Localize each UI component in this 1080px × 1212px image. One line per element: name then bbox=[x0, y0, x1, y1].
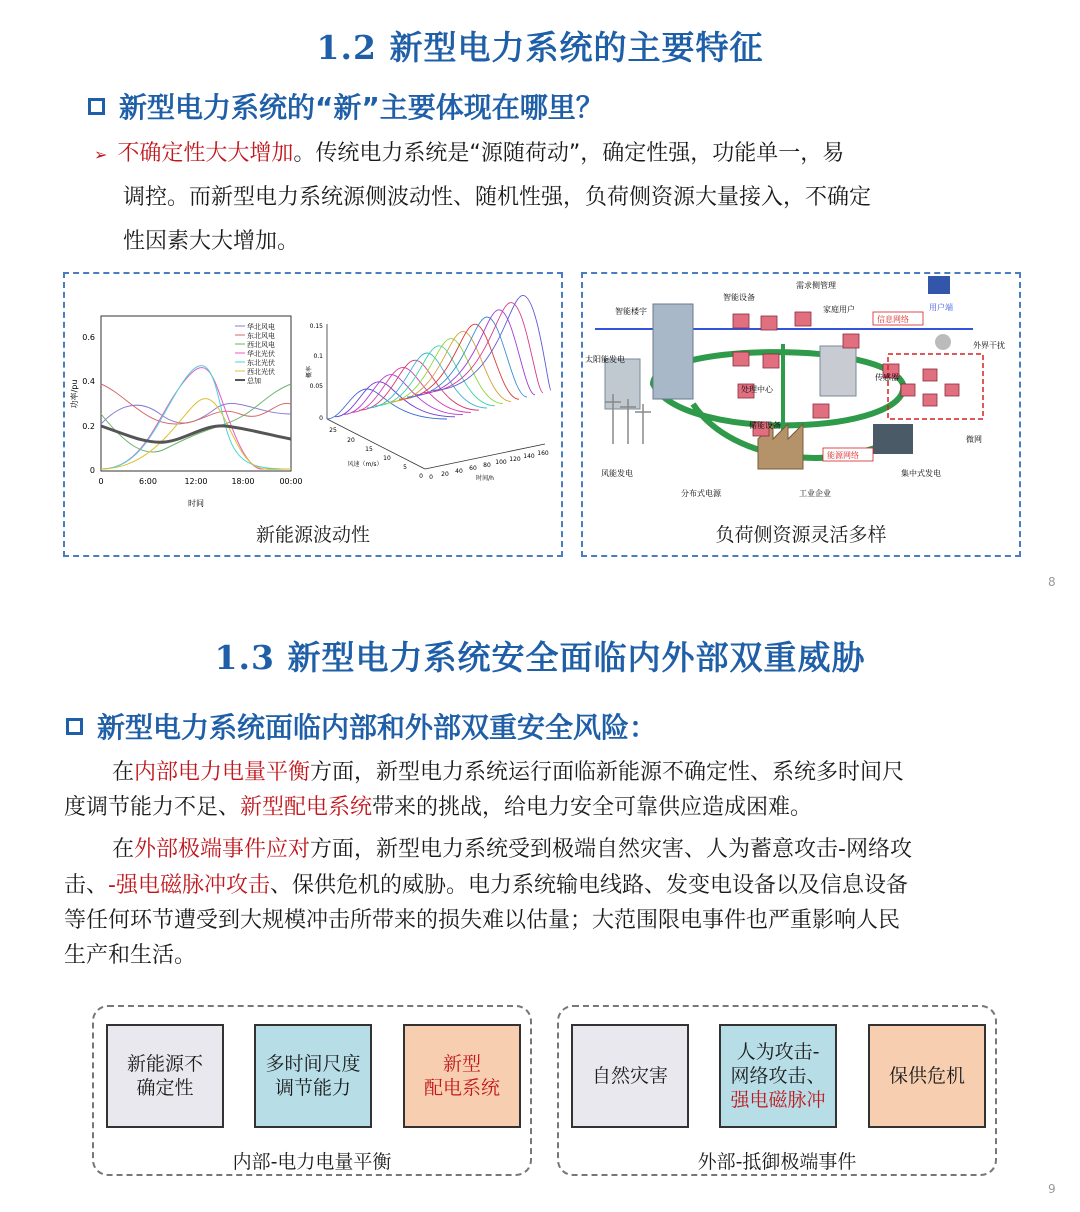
svg-text:0: 0 bbox=[419, 473, 423, 480]
probability-3d-chart bbox=[305, 295, 551, 482]
legend bbox=[235, 322, 275, 385]
slide1-title: 1.2 新型电力系统的主要特征 bbox=[316, 28, 764, 67]
svg-text:华北风电: 华北风电 bbox=[247, 323, 275, 331]
page-number: 9 bbox=[1048, 1182, 1056, 1196]
figure-caption-left: 新能源波动性 bbox=[255, 524, 370, 546]
slide2-title: 1.3 新型电力系统安全面临内外部双重威胁 bbox=[214, 638, 866, 677]
svg-text:微网: 微网 bbox=[966, 435, 982, 444]
x-tick: 12:00 bbox=[184, 477, 208, 486]
internal-risk-group bbox=[92, 1005, 532, 1176]
square-bullet-icon bbox=[88, 98, 105, 115]
slide2-p2-line4: 生产和生活。 bbox=[64, 943, 197, 968]
z-tick: 0 bbox=[319, 415, 323, 422]
slide1-para-line2: 调控。而新型电力系统源侧波动性、随机性强，负荷侧资源大量接入，不确定 bbox=[123, 185, 872, 210]
figure-new-energy-volatility bbox=[63, 272, 563, 557]
arrow-bullet-icon: ➢ bbox=[94, 145, 108, 164]
series-line bbox=[101, 384, 291, 424]
x-axis-label: 时间 bbox=[188, 499, 204, 508]
figure-caption-right: 负荷侧资源灵活多样 bbox=[715, 524, 887, 546]
slide1-para-line3: 性因素大大增加。 bbox=[123, 229, 300, 254]
z-tick: 0.1 bbox=[313, 353, 323, 360]
svg-text:20: 20 bbox=[347, 437, 355, 444]
svg-text:时间/h: 时间/h bbox=[476, 475, 494, 482]
svg-text:西北风电: 西北风电 bbox=[247, 341, 275, 349]
smart-building-icon bbox=[653, 304, 693, 399]
svg-text:25: 25 bbox=[329, 427, 337, 434]
y-tick: 0.4 bbox=[82, 377, 95, 386]
line-chart-power bbox=[69, 316, 303, 508]
svg-text:工业企业: 工业企业 bbox=[799, 489, 831, 498]
bell-curves bbox=[327, 295, 551, 419]
bell-curve bbox=[415, 310, 535, 395]
svg-text:智能楼宇: 智能楼宇 bbox=[615, 307, 647, 316]
cloud-icon bbox=[935, 334, 951, 350]
svg-text:80: 80 bbox=[483, 462, 491, 469]
bell-curve bbox=[367, 353, 487, 408]
svg-text:能源网络: 能源网络 bbox=[827, 451, 859, 460]
external-group-caption: 外部-抵御极端事件 bbox=[697, 1151, 857, 1173]
z-tick: 0.15 bbox=[309, 323, 323, 330]
svg-text:100: 100 bbox=[495, 459, 507, 466]
microgrid-houses-icons bbox=[901, 369, 959, 406]
bell-curve bbox=[383, 339, 503, 404]
wind-turbines-icon bbox=[605, 394, 651, 444]
y-axis-label: 功率/pu bbox=[70, 379, 79, 409]
figure-load-side-resources bbox=[581, 272, 1021, 557]
smart-grid-diagram bbox=[583, 274, 1019, 514]
svg-text:华北光伏: 华北光伏 bbox=[247, 350, 275, 358]
svg-text:风能发电: 风能发电 bbox=[601, 469, 633, 478]
box-natural-disaster: 自然灾害 bbox=[571, 1024, 689, 1128]
svg-text:风速（m/s）: 风速（m/s） bbox=[347, 461, 383, 468]
svg-text:东北光伏: 东北光伏 bbox=[247, 359, 275, 367]
svg-text:需求侧管理: 需求侧管理 bbox=[796, 281, 836, 290]
z-axis-label: 概率 bbox=[306, 365, 313, 379]
y-tick: 0 bbox=[89, 466, 95, 475]
svg-text:20: 20 bbox=[441, 471, 449, 478]
svg-text:外界干扰: 外界干扰 bbox=[973, 341, 1005, 350]
box-supply-crisis: 保供危机 bbox=[868, 1024, 986, 1128]
bell-curve bbox=[391, 331, 511, 401]
slide2-p1-line2: 度调节能力不足、新型配电系统带来的挑战，给电力安全可靠供应造成困难。 bbox=[64, 795, 813, 820]
svg-text:储能设备: 储能设备 bbox=[749, 421, 781, 430]
y-tick: 0.2 bbox=[82, 422, 95, 431]
svg-text:160: 160 bbox=[537, 450, 549, 457]
slide2-p2-line1: 在外部极端事件应对方面，新型电力系统受到极端自然灾害、人为蓄意攻击-网络攻 bbox=[112, 837, 912, 862]
svg-text:东北风电: 东北风电 bbox=[247, 332, 275, 340]
box-multi-timescale-regulation: 多时间尺度 调节能力 bbox=[254, 1024, 372, 1128]
slide2-p1-line1: 在内部电力电量平衡方面，新型电力系统运行面临新能源不确定性、系统多时间尺 bbox=[112, 760, 905, 785]
svg-text:0: 0 bbox=[429, 474, 433, 481]
svg-text:信息网络: 信息网络 bbox=[877, 315, 909, 324]
svg-text:西北光伏: 西北光伏 bbox=[247, 368, 275, 376]
svg-text:总加: 总加 bbox=[247, 377, 261, 385]
x-tick: 00:00 bbox=[279, 477, 303, 486]
square-bullet-icon bbox=[66, 718, 83, 735]
time-axis bbox=[429, 450, 549, 482]
x-tick: 18:00 bbox=[231, 477, 255, 486]
svg-text:15: 15 bbox=[365, 446, 373, 453]
box-new-energy-uncertainty: 新能源不 确定性 bbox=[106, 1024, 224, 1128]
external-risk-group bbox=[557, 1005, 997, 1176]
series-line bbox=[101, 368, 291, 469]
user-terminal-icon bbox=[928, 276, 950, 294]
box-human-attack: 人为攻击- 网络攻击、 强电磁脉冲 bbox=[719, 1024, 837, 1128]
slide1-para-line1: ➢ 不确定性大大增加。传统电力系统是“源随荷动”，确定性强，功能单一，易 bbox=[94, 141, 845, 166]
internal-group-caption: 内部-电力电量平衡 bbox=[232, 1151, 392, 1173]
slide2-p2-line2: 击、-强电磁脉冲攻击、保供危机的威胁。电力系统输电线路、发变电设备以及信息设备 bbox=[64, 873, 908, 898]
page-number: 8 bbox=[1048, 575, 1056, 589]
svg-text:家庭用户: 家庭用户 bbox=[823, 305, 855, 314]
slide2-heading: 新型电力系统面临内部和外部双重安全风险： bbox=[66, 706, 657, 746]
office-building-icon bbox=[820, 346, 856, 396]
y-tick: 0.6 bbox=[82, 333, 95, 342]
svg-text:10: 10 bbox=[383, 455, 391, 462]
box-new-distribution-system: 新型 配电系统 bbox=[403, 1024, 521, 1128]
series-line bbox=[101, 366, 291, 469]
svg-text:5: 5 bbox=[403, 464, 407, 471]
svg-text:智能设备: 智能设备 bbox=[723, 293, 755, 302]
x-tick: 6:00 bbox=[139, 477, 157, 486]
slide1-heading: 新型电力系统的“新”主要体现在哪里？ bbox=[88, 86, 604, 126]
svg-text:太阳能发电: 太阳能发电 bbox=[585, 355, 625, 364]
x-tick: 0 bbox=[98, 477, 104, 486]
power-plant-icon bbox=[873, 424, 913, 454]
volatility-charts bbox=[65, 274, 561, 514]
svg-text:传感器: 传感器 bbox=[875, 373, 899, 382]
series-line bbox=[101, 384, 291, 452]
wind-axis bbox=[329, 427, 423, 480]
svg-text:分布式电源: 分布式电源 bbox=[681, 489, 721, 498]
bell-curve bbox=[375, 346, 495, 406]
z-tick: 0.05 bbox=[309, 383, 323, 390]
svg-text:60: 60 bbox=[469, 465, 477, 472]
svg-text:集中式发电: 集中式发电 bbox=[901, 469, 941, 478]
slide2-p2-line3: 等任何环节遭受到大规模冲击所带来的损失难以估量；大范围限电事件也严重影响人民 bbox=[64, 908, 901, 933]
svg-text:用户端: 用户端 bbox=[929, 303, 953, 312]
svg-text:140: 140 bbox=[523, 453, 535, 460]
svg-text:处理中心: 处理中心 bbox=[741, 385, 773, 394]
svg-text:120: 120 bbox=[509, 456, 521, 463]
svg-text:40: 40 bbox=[455, 468, 463, 475]
